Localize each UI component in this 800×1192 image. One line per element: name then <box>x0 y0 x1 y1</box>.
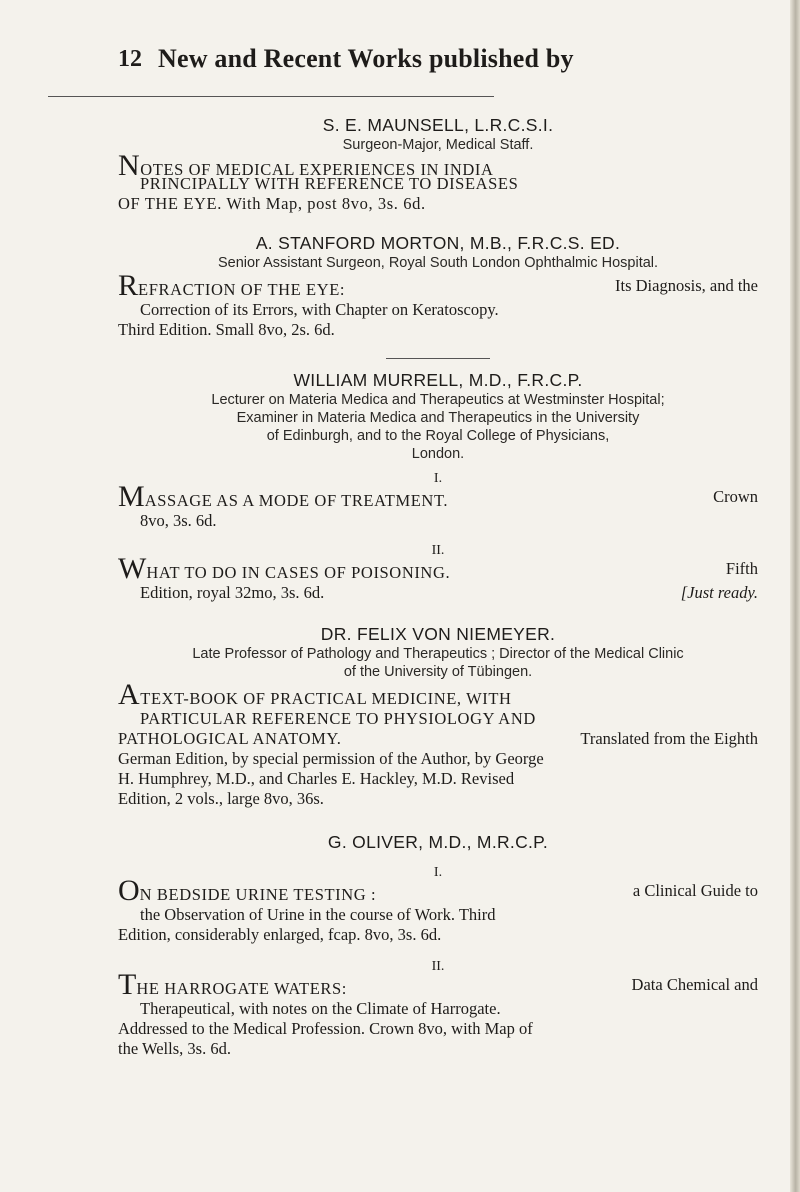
entry-line: H. Humphrey, M.D., and Charles E. Hackley, M.D. Revised <box>118 769 515 788</box>
entry-title: OTES OF MEDICAL EXPERIENCES IN INDIA <box>140 160 494 179</box>
entry-line: Its Diagnosis, and the <box>615 276 758 295</box>
book-entry <box>118 269 758 340</box>
book-entry <box>118 874 758 945</box>
author-affiliation: Senior Assistant Surgeon, Royal South London Ophthalmic Hospital. <box>217 255 659 271</box>
entry-line: Edition, considerably enlarged, fcap. 8vo, 3s. 6d. <box>118 925 442 944</box>
book-entry <box>118 678 758 809</box>
author-affiliation: London. <box>411 446 465 462</box>
entry-title: EFRACTION OF THE EYE: <box>138 280 346 299</box>
book-entry <box>118 149 758 214</box>
entry-title: N BEDSIDE URINE TESTING : <box>139 885 377 904</box>
entry-line: PATHOLOGICAL ANATOMY. <box>118 729 342 748</box>
author-name: S. E. MAUNSELL, L.R.C.S.I. <box>322 115 554 135</box>
author-section-murrell <box>118 369 758 603</box>
author-name: WILLIAM MURRELL, M.D., F.R.C.P. <box>293 370 583 390</box>
entry-line: OF THE EYE. With Map, post 8vo, 3s. 6d. <box>118 194 426 213</box>
entry-status: [Just ready. <box>680 583 758 602</box>
author-section-oliver <box>118 831 758 1059</box>
entry-line: Translated from the Eighth <box>580 729 758 748</box>
running-title: New and Recent Works published by <box>158 44 574 73</box>
entry-line: PARTICULAR REFERENCE TO PHYSIOLOGY AND <box>140 709 536 728</box>
drop-cap: R <box>118 269 139 302</box>
entry-line: Correction of its Errors, with Chapter on Keratoscopy. <box>140 300 499 319</box>
entry-line: German Edition, by special permission of the Author, by George <box>118 749 544 768</box>
entry-line: Edition, 2 vols., large 8vo, 36s. <box>118 789 324 808</box>
entry-number: II. <box>431 543 445 558</box>
author-section-morton <box>118 232 758 340</box>
drop-cap: N <box>118 149 141 182</box>
author-affiliation: Surgeon-Major, Medical Staff. <box>342 137 534 153</box>
entry-line: PRINCIPALLY WITH REFERENCE TO DISEASES <box>140 174 519 193</box>
book-entry <box>118 968 758 1059</box>
author-affiliation: Lecturer on Materia Medica and Therapeutics at Westminster Hospital; <box>211 392 665 408</box>
drop-cap: T <box>118 968 137 1001</box>
header-rule <box>48 96 494 97</box>
author-affiliation: Examiner in Materia Medica and Therapeutics in the University <box>236 410 640 426</box>
entry-line: Edition, royal 32mo, 3s. 6d. <box>140 583 325 602</box>
page-number: 12 <box>118 46 142 72</box>
entry-line: a Clinical Guide to <box>632 881 758 900</box>
entry-line: Crown <box>713 487 758 506</box>
drop-cap: M <box>118 480 145 513</box>
entry-title: HAT TO DO IN CASES OF POISONING. <box>146 563 451 582</box>
book-entry <box>118 480 758 531</box>
running-head <box>118 40 758 80</box>
entry-line: Fifth <box>725 559 758 578</box>
author-name: A. STANFORD MORTON, M.B., F.R.C.S. ED. <box>255 233 621 253</box>
author-affiliation: Late Professor of Pathology and Therapeutics ; Director of the Medical Clinic <box>192 646 684 662</box>
drop-cap: W <box>118 552 147 585</box>
entry-title: HE HARROGATE WATERS: <box>136 979 347 998</box>
entry-title: ASSAGE AS A MODE OF TREATMENT. <box>144 491 449 510</box>
entry-line: Data Chemical and <box>631 975 758 994</box>
section-rule <box>386 358 490 359</box>
author-affiliation: of the University of Tübingen. <box>343 664 533 680</box>
page-edge <box>790 0 800 1192</box>
author-section-maunsell <box>118 114 758 214</box>
entry-line: Addressed to the Medical Profession. Crown 8vo, with Map of <box>118 1019 533 1038</box>
entry-number: I. <box>433 865 443 880</box>
entry-line: Third Edition. Small 8vo, 2s. 6d. <box>118 320 335 339</box>
book-entry <box>118 552 758 603</box>
author-name: G. OLIVER, M.D., M.R.C.P. <box>327 832 549 852</box>
author-name: DR. FELIX VON NIEMEYER. <box>320 624 556 644</box>
author-affiliation: of Edinburgh, and to the Royal College of Physicians, <box>266 428 610 444</box>
catalogue-content <box>118 100 758 1059</box>
entry-line: the Observation of Urine in the course of Work. Third <box>140 905 496 924</box>
entry-number: II. <box>431 959 445 974</box>
entry-line: 8vo, 3s. 6d. <box>140 511 217 530</box>
entry-line: Therapeutical, with notes on the Climate of Harrogate. <box>140 999 501 1018</box>
drop-cap: O <box>118 874 140 907</box>
entry-title: TEXT-BOOK OF PRACTICAL MEDICINE, WITH <box>140 689 512 708</box>
author-section-niemeyer <box>118 623 758 809</box>
entry-line: the Wells, 3s. 6d. <box>118 1039 231 1058</box>
drop-cap: A <box>118 678 141 711</box>
entry-number: I. <box>433 471 443 486</box>
